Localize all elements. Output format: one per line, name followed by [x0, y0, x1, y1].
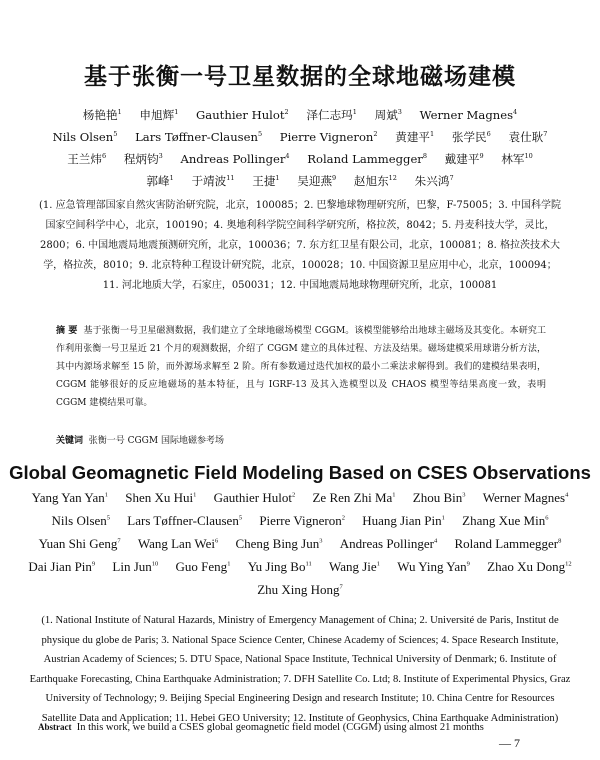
author-name: 戴建平	[444, 152, 480, 166]
author	[39, 536, 121, 551]
affiliation-marker: 10	[524, 152, 533, 161]
author-name: Cheng Bing Jun	[235, 536, 320, 551]
author	[214, 490, 296, 505]
author-name: Yang Yan Yan	[31, 490, 105, 505]
author-name: Nils Olsen	[51, 513, 107, 528]
author	[259, 513, 345, 528]
author-name: Gauthier Hulot	[196, 108, 285, 122]
author	[501, 152, 532, 166]
affiliation-marker: 5	[113, 130, 118, 139]
affiliation-marker: 4	[285, 152, 290, 161]
affiliation-marker: 9	[466, 560, 470, 568]
author	[124, 152, 163, 166]
author	[508, 130, 547, 144]
author	[297, 174, 336, 188]
affiliation-marker: 6	[545, 514, 549, 522]
author-name: Yu Jing Bo	[247, 559, 306, 574]
author-name: Wang Lan Wei	[137, 536, 215, 551]
affiliation-marker: 3	[462, 491, 466, 499]
author-name: Zhao Xu Dong	[487, 559, 566, 574]
chinese-keywords-text: 张衡一号 CGGM 国际地磁参考场	[88, 436, 224, 446]
affiliation-marker: 1	[117, 108, 122, 117]
author-name: 周斌	[374, 108, 398, 122]
english-title: Global Geomagnetic Field Modeling Based on CSES Observations	[9, 462, 591, 483]
author-name: 张学民	[451, 130, 487, 144]
author-name: Andreas Pollinger	[339, 536, 434, 551]
chinese-author-list	[40, 104, 560, 192]
affiliation-marker: 1	[227, 560, 231, 568]
author	[462, 513, 548, 528]
author	[180, 152, 289, 166]
affiliation-marker: 10	[151, 560, 159, 568]
author	[340, 536, 437, 551]
affiliation-marker: 7	[117, 537, 121, 545]
author-name: Zhu Xing Hong	[257, 582, 340, 597]
author-name: Zhou Bin	[412, 490, 463, 505]
author-name: Gauthier Hulot	[213, 490, 292, 505]
affiliation-marker: 5	[257, 130, 263, 139]
affiliation-marker: 2	[373, 130, 378, 139]
chinese-abstract	[56, 322, 546, 412]
affiliation-marker: 6	[486, 130, 491, 139]
author	[52, 513, 111, 528]
affiliation-marker: 9	[479, 152, 484, 161]
author-name: Wu Ying Yan	[397, 559, 467, 574]
author	[420, 108, 518, 122]
author	[395, 130, 434, 144]
affiliation-marker: 6	[214, 537, 219, 545]
english-author-list	[20, 486, 580, 601]
author	[248, 559, 312, 574]
affiliation-marker: 12	[388, 174, 397, 183]
author	[329, 559, 380, 574]
affiliation-marker: 7	[449, 174, 454, 183]
author	[397, 559, 470, 574]
author	[415, 174, 454, 188]
author-name: 林军	[501, 152, 525, 166]
author	[125, 490, 196, 505]
author	[375, 108, 402, 122]
affiliation-marker: 8	[422, 152, 427, 161]
affiliation-marker: 1	[104, 491, 108, 499]
author-name: Lars Tøffner-Clausen	[135, 130, 258, 144]
author	[83, 108, 122, 122]
author	[252, 174, 279, 188]
author	[28, 559, 95, 574]
author-name: Roland Lammegger	[307, 152, 423, 166]
affiliation-marker: 5	[238, 514, 243, 522]
author-name: Zhang Xue Min	[462, 513, 546, 528]
author	[445, 152, 484, 166]
author-name: Nils Olsen	[52, 130, 114, 144]
affiliation-marker: 9	[332, 174, 337, 183]
author	[176, 559, 231, 574]
affiliation-marker: 2	[341, 514, 345, 522]
author-name: Pierre Vigneron	[279, 130, 374, 144]
author	[67, 152, 106, 166]
affiliation-marker: 7	[543, 130, 548, 139]
author	[53, 130, 118, 144]
affiliation-marker: 1	[193, 491, 197, 499]
affiliation-marker: 1	[174, 108, 179, 117]
author-name: 黄建平	[395, 130, 431, 144]
author-name: Dai Jian Pin	[28, 559, 92, 574]
english-abstract-label: Abstract	[38, 722, 72, 732]
author-name: Guo Feng	[175, 559, 228, 574]
author	[354, 174, 397, 188]
affiliation-marker: 1	[352, 108, 357, 117]
author-name: Pierre Vigneron	[259, 513, 342, 528]
affiliation-marker: 2	[291, 491, 296, 499]
author-name: Roland Lammegger	[454, 536, 559, 551]
affiliation-marker: 11	[305, 560, 312, 568]
affiliation-marker: 6	[102, 152, 107, 161]
affiliation-marker: 1	[169, 174, 174, 183]
author-name: 王捷	[252, 174, 276, 188]
author-name: 袁仕耿	[508, 130, 544, 144]
author-name: 泽仁志玛	[306, 108, 353, 122]
author	[452, 130, 491, 144]
affiliation-marker: 11	[226, 174, 235, 183]
english-affiliations: (1. National Institute of Natural Hazards, Ministry of Emergency Management of China; 2. Université de Paris, Institut de physique du globe de Paris; 3. National Space Science Center, Chinese Academy of Sciences; 4. Space Research Institute, Austrian Academy of Sciences; 5. DTU Space, National Space Institute, Technical University of Denmark; 6. Institute of Earthquake Forecasting, China Earthquake Administration; 7. DFH Satellite Co. Ltd; 8. Institute of Experimental Physics, Graz University of Technology; 9. Beijing Special Engineering Design and research Institute; 10. China Centre for Resources Satellite Data and Application; 11. Hebei GEO University; 12. Institute of Geophysics, China Earthquake Administration)	[29, 615, 571, 724]
author-name: Werner Magnes	[419, 108, 514, 122]
author	[112, 559, 158, 574]
author-name: 王兰炜	[67, 152, 102, 166]
affiliation-marker: 9	[91, 560, 96, 568]
author-name: Ze Ren Zhi Ma	[312, 490, 393, 505]
author	[196, 108, 289, 122]
affiliation-marker: 3	[397, 108, 402, 117]
author	[413, 490, 466, 505]
author-name: 申旭辉	[139, 108, 175, 122]
affiliation-marker: 4	[513, 108, 518, 117]
author	[32, 490, 108, 505]
author-name: Yuan Shi Geng	[38, 536, 118, 551]
author	[306, 108, 357, 122]
author-name: 杨艳艳	[82, 108, 118, 122]
author-name: 朱兴鸿	[414, 174, 450, 188]
author	[312, 490, 395, 505]
chinese-keywords	[56, 432, 546, 450]
author	[146, 174, 173, 188]
author-name: Werner Magnes	[482, 490, 566, 505]
author-name: Andreas Pollinger	[180, 152, 286, 166]
affiliation-marker: 1	[376, 560, 380, 568]
author	[191, 174, 234, 188]
affiliation-marker: 4	[565, 491, 569, 499]
affiliation-marker: 1	[430, 130, 435, 139]
author-name: Wang Jie	[329, 559, 377, 574]
author	[280, 130, 378, 144]
author	[235, 536, 322, 551]
author-name: 郭峰	[146, 174, 170, 188]
author	[257, 582, 343, 597]
page-number: — 7	[499, 736, 520, 750]
author	[135, 130, 262, 144]
author	[138, 536, 218, 551]
chinese-keywords-label: 关键词	[56, 436, 84, 446]
affiliation-marker: 7	[339, 583, 343, 591]
english-abstract	[38, 722, 558, 733]
chinese-abstract-text: 基于张衡一号卫星磁测数据，我们建立了全球地磁场模型 CGGM。该模型能够给出地球主磁场及其变化。本研究工作利用张衡一号卫星近 21 个月的观测数据，介绍了 CGGM 建立的具体过程、方法及结果。磁场建模采用球谐分析方法，其中内源场求解至 15 阶，而外源场求解至 2 阶。所有参数通过迭代加权的最小二乘法求解得到。我们的建模结果表明，CGGM 能够很好的反应地磁场的基本特征，且与 IGRF-13 及其入选模型以及 CHAOS 模型等结果高度一致，表明 CGGM 建模结果可靠。	[56, 326, 546, 408]
author	[362, 513, 445, 528]
author	[483, 490, 569, 505]
author-name: 程炳钧	[123, 152, 159, 166]
affiliation-marker: 1	[441, 514, 445, 522]
affiliation-marker: 3	[158, 152, 163, 161]
author-name: Lin Jun	[112, 559, 152, 574]
chinese-affiliations: (1. 应急管理部国家自然灾害防治研究院，北京，100085；2. 巴黎地球物理研究所，巴黎，F-75005；3. 中国科学院国家空间科学中心，北京，100190；4. 奥地利科学院空间科学研究所，格拉茨，8042；5. 丹麦科技大学，灵比，2800；6. 中国地震局地震预测研究所，北京，100036；7. 东方红卫星有限公司，北京，100081；8. 格拉茨技术大学，格拉茨，8010；9. 北京特种工程设计研究院，北京，100028；10. 中国资源卫星应用中心，北京，100094；11. 河北地质大学，石家庄，050031；12. 中国地震局地球物理研究所，北京，100081	[39, 200, 561, 291]
affiliation-marker: 4	[433, 537, 438, 545]
author	[454, 536, 561, 551]
affiliation-marker: 1	[392, 491, 396, 499]
author-name: 赵旭东	[353, 174, 389, 188]
chinese-abstract-label: 摘 要	[56, 326, 78, 336]
affiliation-marker: 3	[319, 537, 323, 545]
affiliation-marker: 1	[275, 174, 280, 183]
author-name: 吴迎燕	[297, 174, 333, 188]
affiliation-marker: 12	[565, 560, 572, 568]
author	[139, 108, 178, 122]
author-name: 于靖波	[191, 174, 227, 188]
author	[307, 152, 427, 166]
affiliation-marker: 8	[558, 537, 562, 545]
author	[127, 513, 242, 528]
author-name: Huang Jian Pin	[362, 513, 442, 528]
english-abstract-text: In this work, we build a CSES global geomagnetic field model (CGGM) using almost 21 months	[76, 722, 484, 733]
author	[487, 559, 572, 574]
author-name: Lars Tøffner-Clausen	[127, 513, 239, 528]
author-name: Shen Xu Hui	[125, 490, 194, 505]
chinese-title: 基于张衡一号卫星数据的全球地磁场建模	[84, 64, 516, 90]
affiliation-marker: 5	[106, 514, 111, 522]
affiliation-marker: 2	[284, 108, 289, 117]
